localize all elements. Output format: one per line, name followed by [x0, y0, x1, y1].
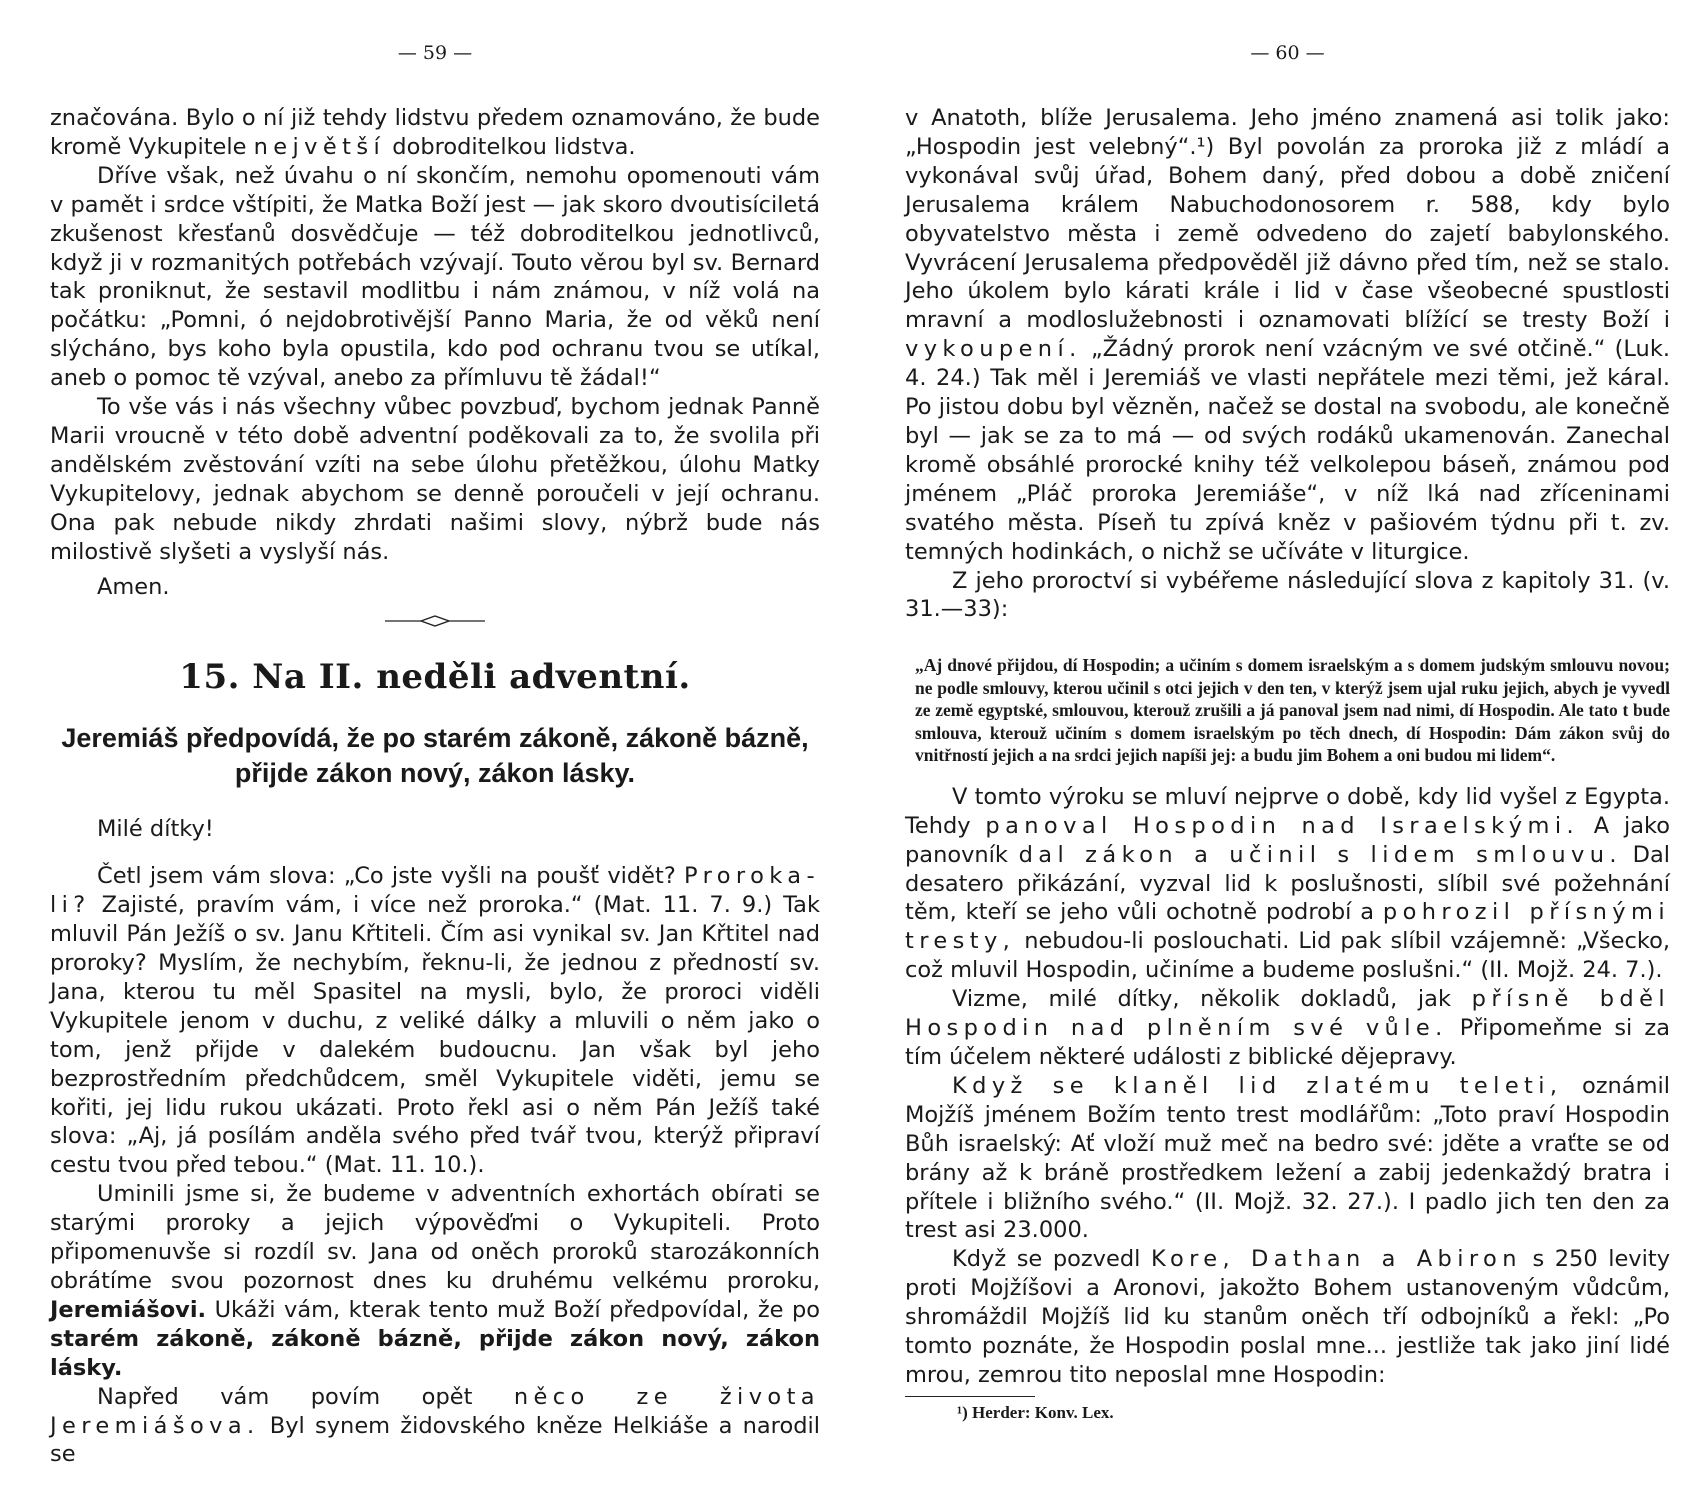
right-column	[905, 104, 1670, 1423]
paragraph: značována. Bylo o ní již tehdy lidstvu předem oznamováno, že bude kromě Vykupitele největší dobroditelkou lidstva.	[50, 105, 820, 160]
left-page	[50, 0, 820, 1500]
paragraph: V tomto výroku se mluví nejprve o době, kdy lid vyšel z Egypta. Tehdy panoval Hospodin nad Israelskými. A jako panovník dal zákon a učinil s lidem smlouvu. Dal desatero přikázání, vyzval lid k poslušnosti, slíbil své požehnání těm, kteří se jeho vůli ochotně podrobí a pohrozil přísnými tresty, nebudou-li poslouchati. Lid pak slíbil vzájemně: „Všecko, což mluvil Hospodin, učiníme a budeme poslušni.“ (II. Mojž. 24. 7.).	[905, 783, 1670, 984]
left-column	[50, 104, 820, 1469]
paragraph: Četl jsem vám slova: „Co jste vyšli na poušť vidět? Proroka-li? Zajisté, pravím vám, i více než proroka.“ (Mat. 11. 7. 9.) Tak mluvil Pán Ježíš o sv. Janu Křtiteli. Čím asi vynikal sv. Jan Křtitel nad proroky? Myslím, že nechybím, řeknu-li, že jednou z předností sv. Jana, kterou tu měl Spasitel na mysli, bylo, že proroci viděli Vykupitele jenom v duchu, z veliké dálky a mluvili o něm jako o tom, jenž přijde v dalekém budoucnu. Jan však byl jeho bezprostředním předchůdcem, směl Vykupitele viděti, jemu se kořiti, jej lidu rukou ukázati. Proto řekl asi o něm Pán Ježíš také slova: „Aj, já posílám anděla svého před tvář tvou, kterýž připraví cestu tvou před tebou.“ (Mat. 11. 10.).	[50, 863, 820, 1179]
diamond-divider-icon	[385, 615, 485, 627]
page-number: — 60 —	[1250, 42, 1325, 64]
paragraph: To vše vás i nás všechny vůbec povzbuď, bychom jednak Panně Marii vroucně v této době adventní poděkovali za to, že svolila při andělském zvěstování vzíti na sebe úlohu přetěžkou, úlohu Matky Vykupitelovy, jednak abychom se denně poroučeli v její ochranu. Ona pak nebude nikdy zhrdati našimi slovy, nýbrž bude nás milostivě slyšeti a vyslyší nás.	[50, 394, 820, 565]
paragraph: Napřed vám povím opět něco ze života Jeremiášova. Byl synem židovského kněze Helkiáše a narodil se	[50, 1383, 820, 1468]
paragraph: Vizme, milé dítky, několik dokladů, jak přísně bděl Hospodin nad plněním své vůle. Připomeňme si za tím účelem některé události z biblické dějepravy.	[905, 986, 1671, 1070]
scripture-quote: „Aj dnové přijdou, dí Hospodin; a učiním s domem israelským a s domem judským smlouvu novou; ne podle smlouvy, kterou učinil s otci jejich v den ten, v kterýž jsem ujal ruku jejich, abych je vyvedl ze země egyptské, smlouvou, kterouž zrušili a já panoval jsem nad nimi, dí Hospodin. Ale tato t bude smlouva, kterouž učiním s domem israelským po těch dnech, dí Hospodin: Dám zákon svůj do vnitřností jejich a na srdci jejich napíši jej: a budu jim Bohem a oni budou mi lidem“.	[915, 655, 1670, 766]
ornament-divider	[50, 615, 820, 627]
footnote: ¹) Herder: Konv. Lex.	[957, 1402, 1114, 1422]
paragraph: Uminili jsme si, že budeme v adventních exhortách obírati se starými proroky a jejich výpověďmi o Vykupiteli. Proto připomenuvše si rozdíl sv. Jana od oněch proroků starozákonních obrátíme svou pozornost dnes ku druhému velkému proroku, Jeremiášovi. Ukáži vám, kterak tento muž Boží předpovídal, že po starém zákoně, zákoně bázně, přijde zákon nový, zákon lásky.	[50, 1181, 820, 1381]
sermon-heading: 15. Na II. neděli adventní.	[179, 657, 691, 698]
sermon-subtitle: Jeremiáš předpovídá, že po starém zákoně, zákoně bázně, přijde zákon nový, zákon lásky.	[61, 723, 809, 789]
paragraph: Dříve však, než úvahu o ní skončím, nemohu opomenouti vám v pamět i srdce vštípiti, že Matka Boží jest — jak skoro dvoutisíciletá zkušenost křesťanů dosvědčuje — též dobroditelkou jednotlivců, když ji v rozmanitých potřebách vzývají. Touto věrou byl sv. Bernard tak proniknut, že sestavil modlitbu i nám známou, v níž volá na počátku: „Pomni, ó nejdobrotivější Panno Maria, že od věků není slýcháno, bys koho byla opustila, kdo pod ochranu tvou se utíkal, aneb o pomoc tě vzýval, anebo za přímluvu tě žádal!“	[50, 162, 820, 392]
paragraph: Když se pozvedl Kore, Dathan a Abiron s 250 levity proti Mojžíšovi a Aronovi, jakožto Bohem ustanoveným vůdcům, shromáždil Mojžíš lid ku stanům oněch tří odbojníků a řekl: „Po tomto poznáte, že Hospodin poslal mne... jestliže tak jako jiní lidé mrou, zemrou tito neposlal mne Hospodin:	[905, 1246, 1671, 1388]
page-number: — 59 —	[397, 42, 473, 64]
paragraph: Z jeho proroctví si vybéřeme následující slova z kapitoly 31. (v. 31.—33):	[905, 567, 1670, 623]
footnote-rule	[905, 1396, 1035, 1397]
paragraph: Když se klaněl lid zlatému teleti, oznámil Mojžíš jménem Božím tento trest modlářům: „Toto praví Hospodin Bůh israelský: Ať vloží muž meč na bedro své: jděte a vraťte se od brány až k bráně prostředkem ležení a zabij jedenkaždý bratra i přítele i bližního svého.“ (II. Mojž. 32. 27.). I padlo jich ten den za trest asi 23.000.	[905, 1072, 1670, 1244]
paragraph: v Anatoth, blíže Jerusalema. Jeho jméno znamená asi tolik jako: „Hospodin jest velebný“.¹) Byl povolán za proroka již z mládí a vykonával svůj úřad, Bohem daný, před dobou a době zničení Jerusalema králem Nabuchodonosorem r. 588, kdy bylo obyvatelstvo města i země odvedeno do zajetí babylonského. Vyvrácení Jerusalema předpověděl již dávno před tím, než se stalo. Jeho úkolem bylo kárati krále i lid v čase všeobecné spustlosti mravní a modloslužebnosti i oznamovati blížící se tresty Boží i vykoupení. „Žádný prorok není vzácným ve své otčině.“ (Luk. 4. 24.) Tak měl i Jeremiáš ve vlasti nepřátele mezi těmi, jež káral. Po jistou dobu byl vězněn, načež se dostal na svobodu, ale konečně byl — jak se za to má — od svých rodáků ukamenován. Zanechal kromě obsáhlé prorocké knihy též velkolepou báseň, známou pod jménem „Pláč proroka Jeremiáše“, v níž lká nad zříceninami svatého města. Píseň tu zpívá kněz v pašiovém týdnu při t. zv. temných hodinkách, o nichž se učíváte v liturgice.	[905, 105, 1670, 565]
closing-amen: Amen.	[97, 573, 170, 600]
greeting: Milé dítky!	[97, 816, 214, 843]
right-page	[905, 0, 1670, 1500]
